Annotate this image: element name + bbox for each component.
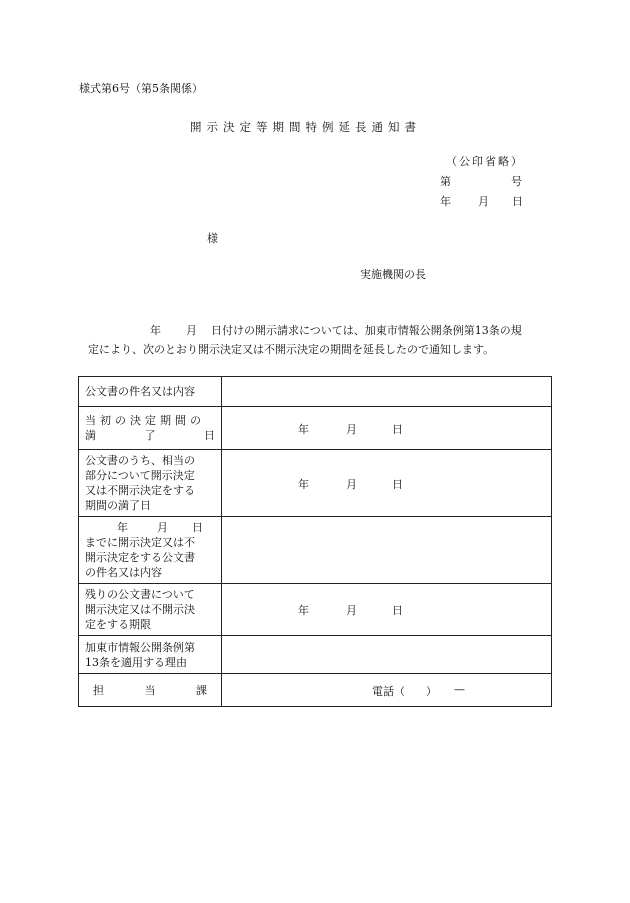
date-month: 月 [346, 477, 357, 491]
addressee-suffix: 様 [207, 232, 218, 245]
row-value-reason [222, 636, 552, 674]
body-line-2: 定により、次のとおり開示決定又は不開示決定の期間を延長したので通知します。 [88, 343, 495, 356]
label-line: の件名又は内容 [85, 566, 162, 579]
body-line-1 [80, 324, 552, 339]
phone-dash: — [454, 682, 465, 696]
date-day: 日 [392, 477, 403, 491]
issue-number-suffix: 号 [511, 175, 522, 188]
label-date [85, 520, 215, 535]
row-value-document-title [222, 377, 552, 407]
label-line: 残りの公文書について [85, 588, 195, 601]
label-line: 公文書の件名又は内容 [85, 385, 195, 398]
label-line: 開示決定又は不開示決 [85, 603, 195, 616]
issuer-name: 実施機関の長 [360, 268, 426, 281]
row-value-department [222, 674, 552, 707]
label-line: までに開示決定又は不 [85, 536, 195, 549]
date-month: 月 [157, 521, 168, 534]
label-line: 定をする期限 [85, 618, 151, 631]
label-line: 部分について開示決定 [85, 469, 195, 482]
label-line: 期間の満了日 [85, 499, 151, 512]
date-day: 日 [392, 422, 403, 436]
table-row [79, 636, 552, 674]
label-line: 公文書のうち、相当の [85, 454, 195, 467]
seal-omitted-note: （公印省略） [446, 155, 524, 168]
label-line: 当初の決定期間の [85, 414, 205, 427]
row-label-remaining-title [79, 517, 222, 584]
row-value-remaining-deadline [222, 584, 552, 636]
table-row [79, 584, 552, 636]
phone-field [222, 683, 551, 698]
row-label-reason [79, 636, 222, 674]
date-month: 月 [346, 422, 357, 436]
details-table [78, 376, 552, 707]
row-value-remaining-title [222, 517, 552, 584]
label-line: 13条を適用する理由 [85, 655, 187, 669]
row-label-document-title [79, 377, 222, 407]
table-row [79, 517, 552, 584]
row-label-partial-deadline [79, 450, 222, 517]
date-day: 日 [392, 604, 403, 617]
row-value-initial-deadline [222, 407, 552, 450]
table-row [79, 377, 552, 407]
table-row [79, 407, 552, 450]
issue-date-month: 月 [478, 195, 489, 208]
date-year: 年 [298, 422, 309, 436]
form-number: 様式第6号（第5条関係） [79, 82, 203, 95]
label-line: 開示決定をする公文書 [85, 551, 195, 564]
label-line-spread: 満 了 日 [85, 429, 215, 442]
body-date-month: 月 [186, 324, 197, 337]
body-line-1-text: 日付けの開示請求については、加東市情報公開条例第13条の規 [211, 324, 522, 337]
issue-number-prefix: 第 [440, 175, 451, 188]
phone-label: 電話（ [372, 684, 405, 698]
phone-close-paren: ） [426, 684, 437, 698]
row-label-initial-deadline [79, 407, 222, 450]
row-label-department [79, 674, 222, 707]
label-line-spread: 担 当 課 [93, 683, 207, 697]
issue-date-day: 日 [512, 195, 523, 208]
date-year: 年 [298, 604, 309, 617]
body-date-year: 年 [150, 324, 161, 337]
date-day: 日 [192, 521, 203, 534]
row-value-partial-deadline [222, 450, 552, 517]
table-row [79, 450, 552, 517]
label-line: 又は不開示決定をする [85, 484, 195, 497]
document-title: 開示決定等期間特例延長通知書 [190, 120, 421, 134]
label-line: 加東市情報公開条例第 [85, 640, 195, 654]
row-label-remaining-deadline [79, 584, 222, 636]
date-month: 月 [346, 604, 357, 617]
issue-date-year: 年 [440, 195, 451, 208]
date-year: 年 [117, 521, 128, 534]
issue-number [440, 175, 522, 188]
date-year: 年 [298, 477, 309, 491]
table-row [79, 674, 552, 707]
